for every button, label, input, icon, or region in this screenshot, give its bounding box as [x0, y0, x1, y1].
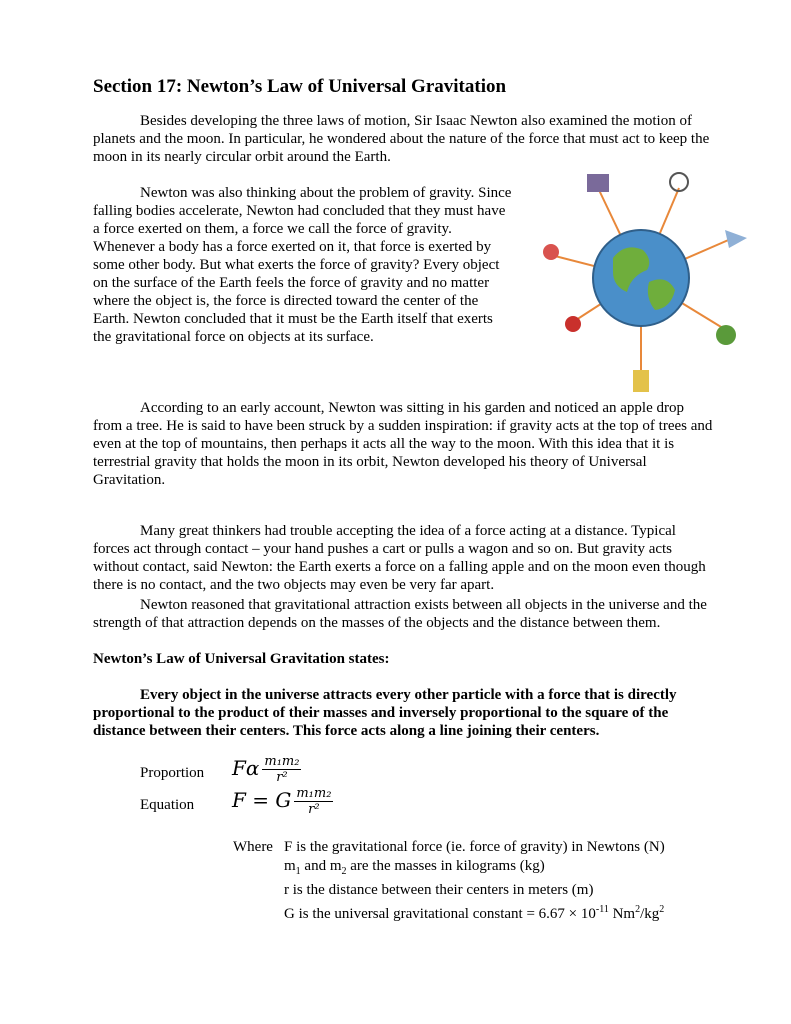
paragraph-gravity: Newton was also thinking about the problem of gravity. Since falling bodies accelerate, Newton had concluded that they must have a force exerted on them, a force we call the force of gravity. Whenever a body has a force exerted on it, that force is exerted by some other body. But what exerts the force of gravity? Every object on the surface of the Earth feels the force of gravity and no matter where the object is, the force is directed toward the center of the Earth. Newton concluded that it must be the Earth itself that exerts the gravitational force on objects at its surface. — [93, 185, 512, 345]
proportion-label: Proportion — [140, 765, 205, 781]
equation-numerator: m₁m₂ — [296, 786, 332, 801]
person-icon — [543, 244, 559, 260]
paragraph-apple: According to an early account, Newton was sitting in his garden and noticed an apple drop from a tree. He is said to have been struck by a sudden inspiration: if gravity acts at the top of trees and even at the top of mountains, then perhaps it acts all the way to the moon. With this idea that it is terrestrial gravity that holds the moon in its orbit, Newton developed his theory of Universal Gravitation. — [93, 400, 713, 488]
apple-icon — [565, 316, 581, 332]
paragraph-attraction: Newton reasoned that gravitational attraction exists between all objects in the universe and the strength of that attraction depends on the masses of the objects and the distance between them. — [93, 597, 707, 631]
definition-f: F is the gravitational force (ie. force of gravity) in Newtons (N) — [284, 839, 665, 855]
equation-denominator: r² — [308, 802, 320, 817]
definition-m: $m_1$ and $m_2$ are the masses in kilograms (kg) — [284, 858, 545, 877]
equation-label: Equation — [140, 797, 195, 813]
where-label: Where — [233, 839, 273, 855]
tree-icon — [716, 325, 736, 345]
earth-gravity-illustration — [521, 160, 761, 400]
law-heading: Newton’s Law of Universal Gravitation states: — [93, 651, 390, 667]
law-statement: Every object in the universe attracts every other particle with a force that is directly proportional to the product of their masses and inversely proportional to the square of the distance between their centers. This force acts along a line joining their centers. — [93, 687, 677, 739]
earth-icon — [593, 230, 689, 326]
equation-lhs: F = G — [232, 788, 292, 812]
falling-person-icon — [633, 370, 649, 392]
variable-definitions — [233, 838, 665, 924]
paper-plane-icon — [725, 230, 747, 248]
paragraph-intro: Besides developing the three laws of motion, Sir Isaac Newton also examined the motion of planets and the moon. In particular, he wondered about the nature of the force that must act to keep the moon in its nearly circular orbit around the Earth. — [93, 113, 710, 165]
paragraph-action-at-distance: Many great thinkers had trouble accepting the idea of a force acting at a distance. Typical forces act through contact – your hand pushes a cart or pulls a wagon and so on. But gravity acts without contact, said Newton: the Earth exerts a force on a falling apple and on the moon even though there is no contact, and the two objects may even be very far apart. — [93, 523, 706, 593]
definition-r: r is the distance between their centers in meters (m) — [284, 882, 594, 898]
section-title: Section 17: Newton’s Law of Universal Gravitation — [93, 76, 507, 97]
proportion-lhs: Fα — [232, 756, 260, 780]
equation-formula — [232, 786, 333, 817]
house-icon — [587, 174, 609, 192]
definition-g: G is the universal gravitational constant = $6.67 \times 10^{-11}$ $Nm^2/kg^2$ — [284, 904, 665, 922]
proportion-numerator: m₁m₂ — [264, 754, 300, 769]
proportion-formula — [232, 754, 301, 785]
proportion-denominator: r² — [276, 770, 288, 785]
